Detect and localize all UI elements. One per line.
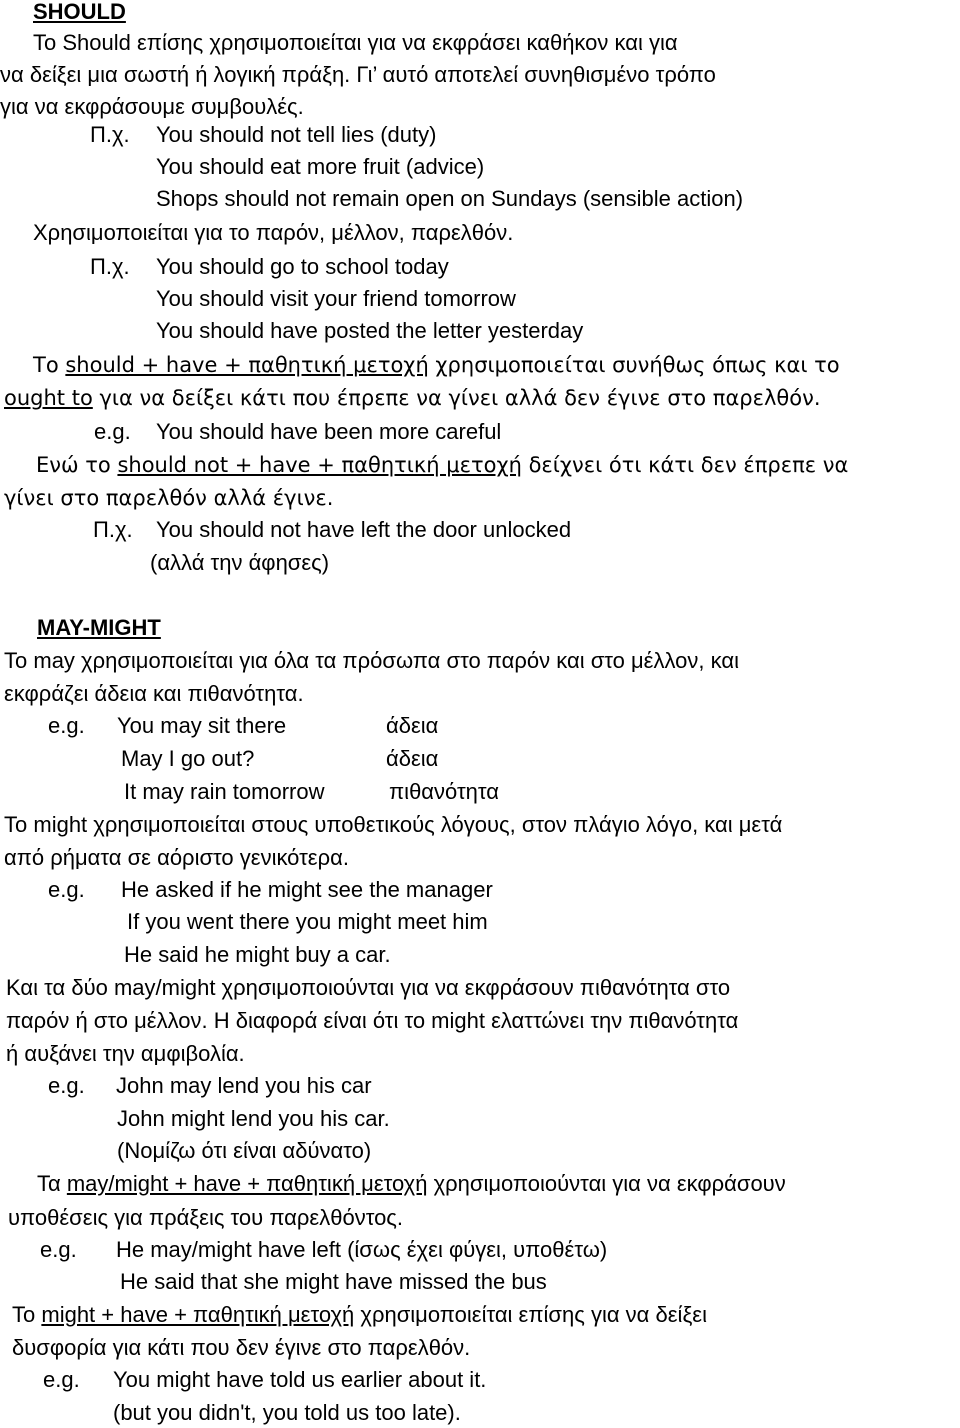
might-desc-line1: Το might χρησιμοποιείται στους υποθετικούς λόγους, στον πλάγιο λόγο, και μετά [4,812,783,837]
example-meaning: άδεια [386,713,439,738]
example-prefix: Π.χ. [90,122,130,147]
should-intro-line3: για να εκφράσουμε συμβουλές. [0,94,304,119]
should-negative-line2: γίνει στο παρελθόν αλλά έγινε. [4,486,334,510]
may-desc-line2: εκφράζει άδεια και πιθανότητα. [4,681,304,706]
example-line: John may lend you his car [116,1073,372,1098]
might-displeasure-line1: Το might + have + παθητική μετοχή χρησιμοποιείται επίσης για να δείξει [12,1302,707,1327]
should-perfect-line2: ought to για να δείξει κάτι που έπρεπε να γίνει αλλά δεν έγινε στο παρελθόν. [4,386,821,410]
example-meaning: πιθανότητα [389,779,499,804]
example-prefix: Π.χ. [93,517,133,542]
example-line: You should visit your friend tomorrow [156,286,516,311]
heading-should: SHOULD [33,0,126,24]
example-line: You should have posted the letter yesterday [156,318,584,343]
should-intro-line1: Το Should επίσης χρησιμοποιείται για να εκφράσει καθήκον και για [33,30,678,55]
example-line: You should not have left the door unlocked [156,517,572,542]
should-time-use: Χρησιμοποιείται για το παρόν, μέλλον, παρελθόν. [33,220,514,245]
example-prefix: e.g. [48,877,85,902]
should-negative-line1: Ενώ το should not + have + παθητική μετοχή δείχνει ότι κάτι δεν έπρεπε να [36,453,849,477]
example-line: It may rain tomorrow [124,779,325,804]
example-line: You should have been more careful [156,419,502,444]
example-line: (αλλά την άφησες) [150,550,330,575]
example-line: He said he might buy a car. [124,942,391,967]
should-intro-line2: να δείξει μια σωστή ή λογική πράξη. Γι’ αυτό αποτελεί συνηθισμένο τρόπο [0,62,716,87]
might-desc-line2: από ρήματα σε αόριστο γενικότερα. [4,845,349,870]
example-line: Shops should not remain open on Sundays (sensible action) [156,186,744,211]
example-line: You should not tell lies (duty) [156,122,437,147]
may-desc-line1: Το may χρησιμοποιείται για όλα τα πρόσωπα στο παρόν και στο μέλλον, και [4,648,739,673]
heading-may-might: MAY-MIGHT [37,615,161,640]
example-prefix: e.g. [48,1073,85,1098]
example-meaning: άδεια [386,746,439,771]
example-line: He may/might have left (ίσως έχει φύγει, υποθέτω) [116,1237,608,1262]
may-might-perfect-line1: Τα may/might + have + παθητική μετοχή χρησιμοποιούνται για να εκφράσουν [37,1171,786,1196]
example-prefix: e.g. [48,713,85,738]
both-desc-line2: παρόν ή στο μέλλον. Η διαφορά είναι ότι το might ελαττώνει την πιθανότητα [6,1008,739,1033]
example-line: (Νομίζω ότι είναι αδύνατο) [117,1138,372,1163]
should-perfect-line1: Το should + have + παθητική μετοχή χρησιμοποιείται συνήθως όπως και το [33,353,840,377]
example-line: He asked if he might see the manager [121,877,493,902]
example-line: If you went there you might meet him [127,909,488,934]
example-line: (but you didn't, you told us too late). [113,1400,461,1425]
both-desc-line3: ή αυξάνει την αμφιβολία. [6,1041,245,1066]
example-line: You may sit there [117,713,287,738]
example-prefix: Π.χ. [90,254,130,279]
example-line: You might have told us earlier about it. [113,1367,487,1392]
example-line: John might lend you his car. [117,1106,390,1131]
example-line: He said that she might have missed the bus [120,1269,547,1294]
may-might-perfect-line2: υποθέσεις για πράξεις του παρελθόντος. [8,1205,404,1230]
example-prefix: e.g. [40,1237,77,1262]
example-line: You should eat more fruit (advice) [156,154,485,179]
example-line: You should go to school today [156,254,449,279]
both-desc-line1: Και τα δύο may/might χρησιμοποιούνται για να εκφράσουν πιθανότητα στο [6,975,731,1000]
example-prefix: e.g. [43,1367,80,1392]
example-line: May I go out? [121,746,255,771]
might-displeasure-line2: δυσφορία για κάτι που δεν έγινε στο παρελθόν. [12,1335,471,1360]
example-prefix: e.g. [94,419,131,444]
